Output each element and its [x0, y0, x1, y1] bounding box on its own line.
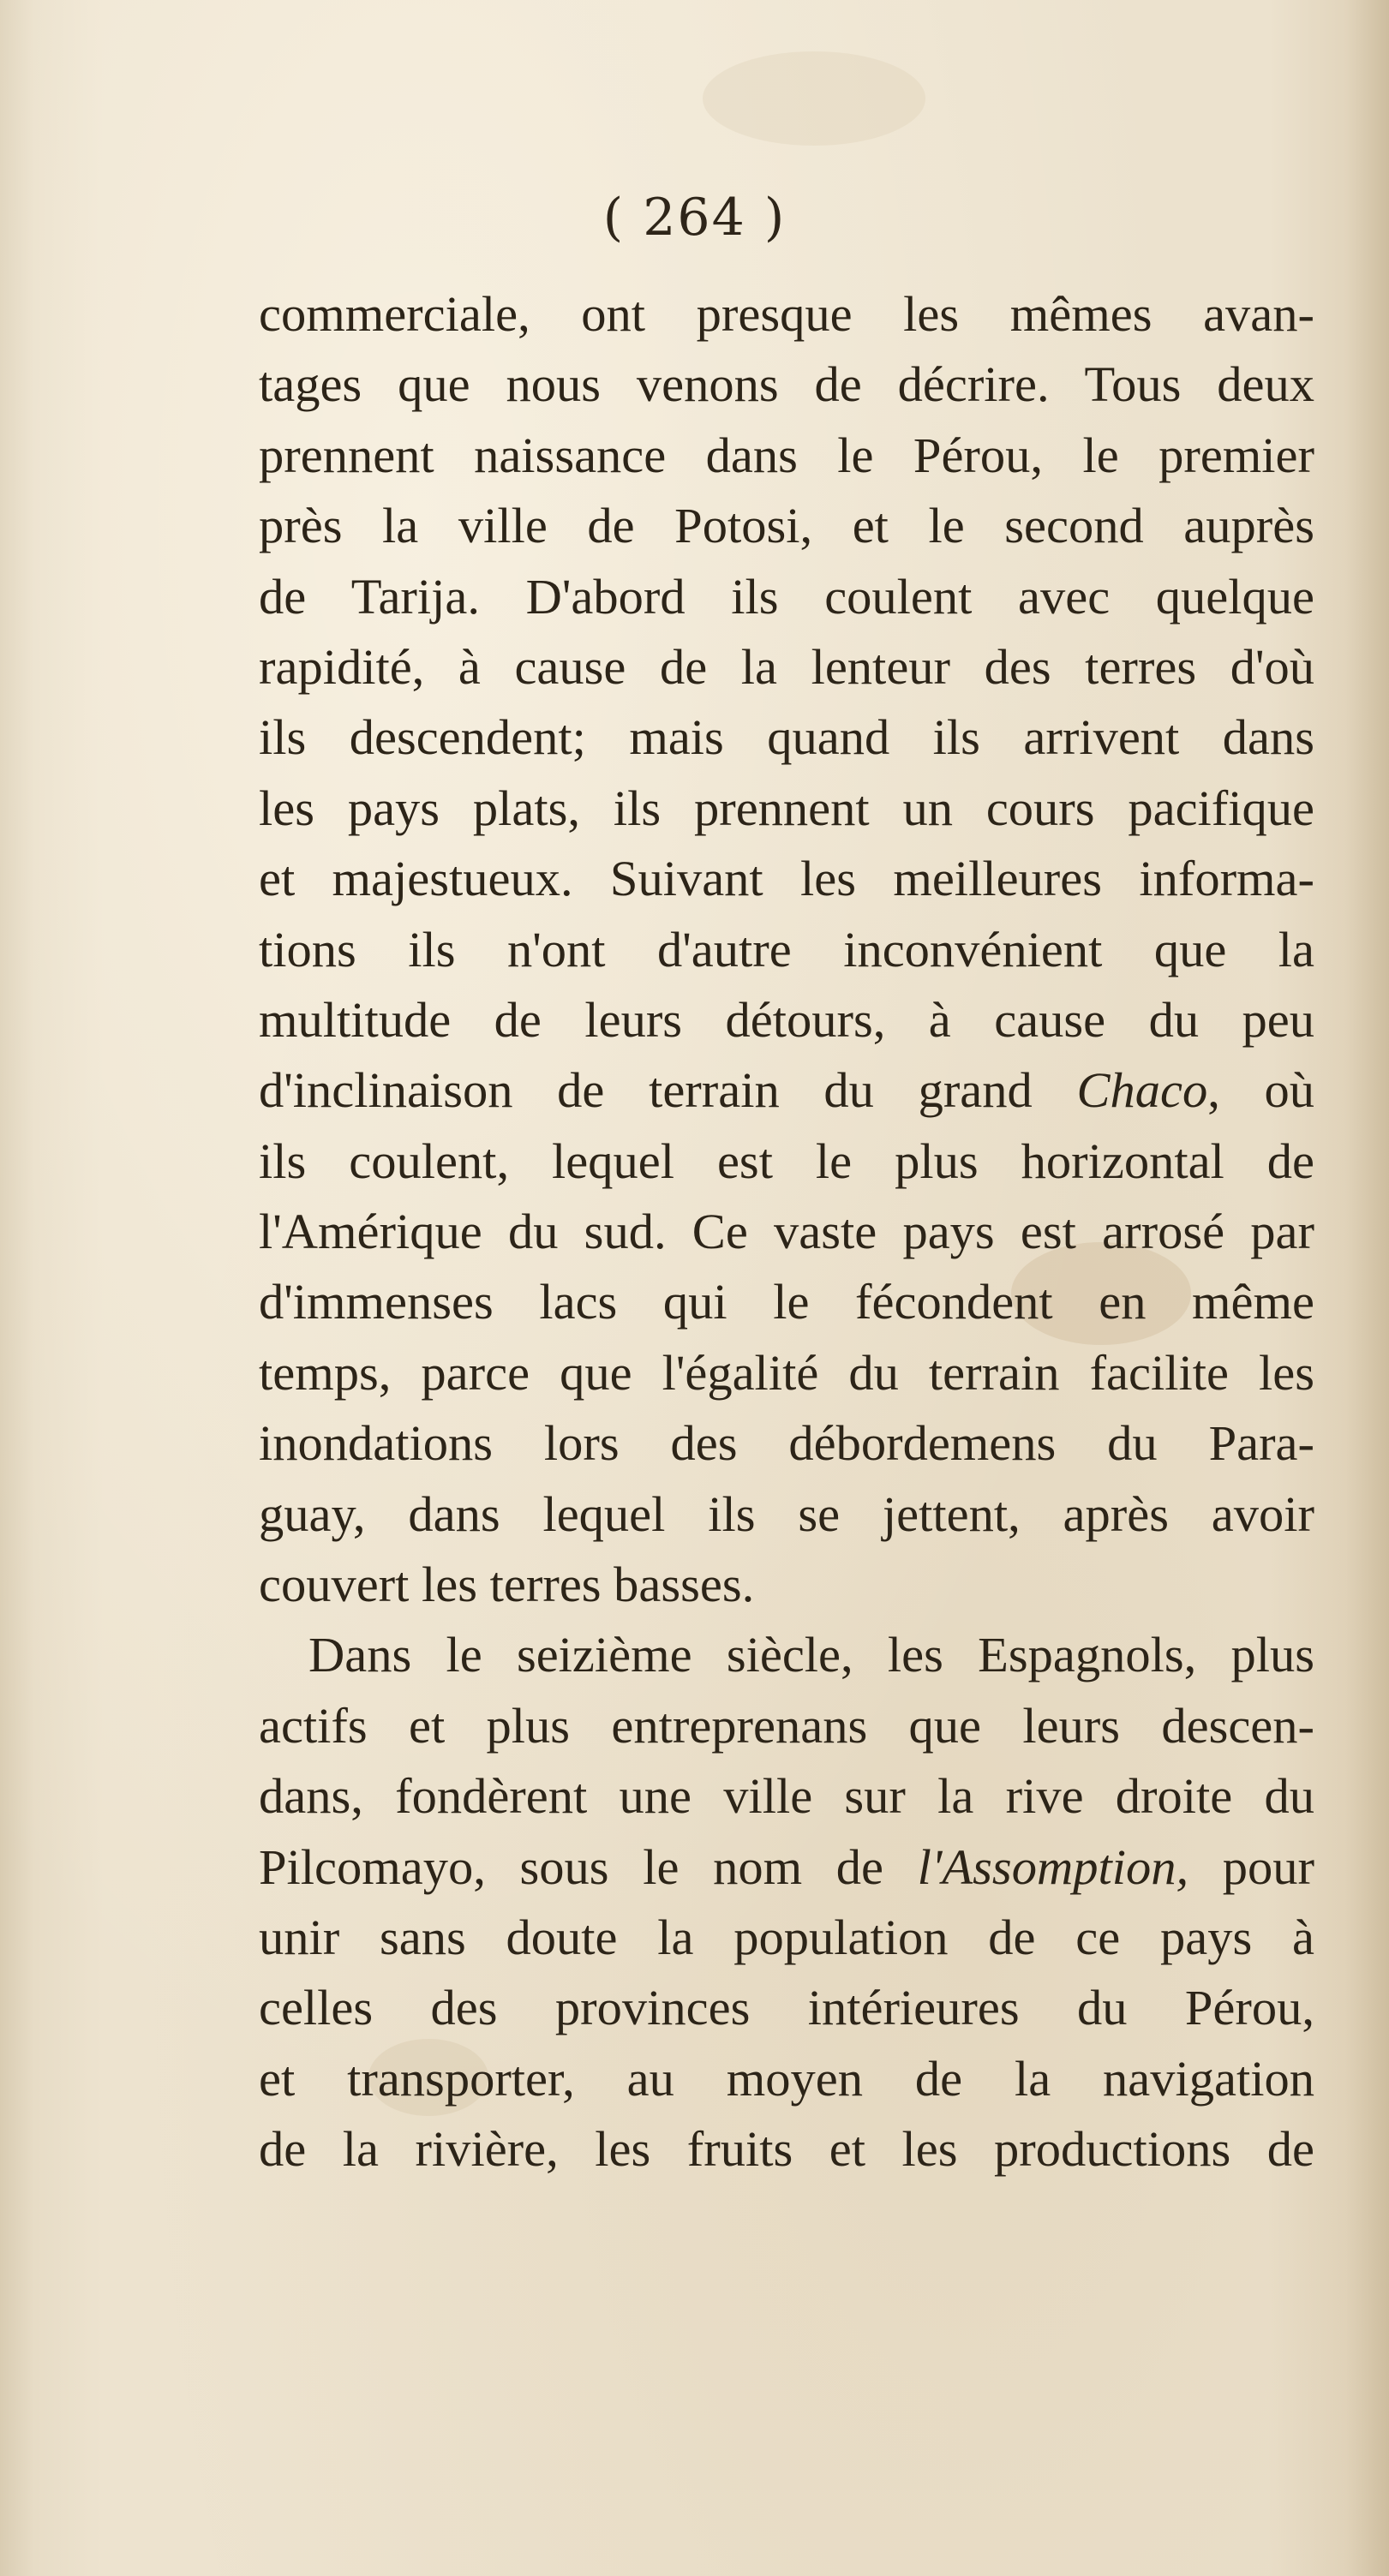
text-line: près la ville de Potosi, et le second auprès: [259, 498, 1314, 554]
text-line: multitude de leurs détours, à cause du peu: [259, 991, 1314, 1048]
text-line: celles des provinces intérieures du Pérou,: [259, 1980, 1314, 2036]
text-line: inondations lors des débordemens du Para-: [259, 1415, 1314, 1472]
italic-place-name: Chaco: [1076, 1062, 1208, 1119]
text-line: et majestueux. Suivant les meilleures informa-: [259, 851, 1314, 907]
text-line: l'Amérique du sud. Ce vaste pays est arrosé par: [259, 1204, 1314, 1260]
page-number: ( 264 ): [602, 188, 787, 248]
text-line: ils coulent, lequel est le plus horizontal de: [259, 1133, 1314, 1189]
text-line: tions ils n'ont d'autre inconvénient que la: [259, 921, 1314, 977]
text-line: de Tarija. D'abord ils coulent avec quelque: [259, 568, 1314, 625]
italic-place-name: l'Assomption,: [917, 1838, 1189, 1895]
text-line: dans, fondèrent une ville sur la rive droite du: [259, 1768, 1314, 1825]
paper-stain: [703, 51, 925, 146]
text-line: actifs et plus entreprenans que leurs descen-: [259, 1697, 1314, 1754]
text-line: commerciale, ont presque les mêmes avan-: [259, 286, 1314, 342]
text-line: d'inclinaison de terrain du grand Chaco, où: [259, 1062, 1314, 1119]
text-line: d'immenses lacs qui le fécondent en même: [259, 1274, 1314, 1330]
text-line: temps, parce que l'égalité du terrain facilite les: [259, 1344, 1314, 1401]
body-text: [259, 279, 1314, 2185]
text-line: Pilcomayo, sous le nom de l'Assomption, pour: [259, 1838, 1314, 1895]
text-line: et transporter, au moyen de la navigation: [259, 2050, 1314, 2107]
text-line: couvert les terres basses.: [259, 1557, 755, 1613]
paragraph-start-line: Dans le seizième siècle, les Espagnols, plus: [308, 1627, 1314, 1683]
text-line: ils descendent; mais quand ils arrivent dans: [259, 709, 1314, 766]
text-line: de la rivière, les fruits et les productions de: [259, 2121, 1314, 2178]
text-line: prennent naissance dans le Pérou, le premier: [259, 427, 1314, 483]
text-line: rapidité, à cause de la lenteur des terres d'où: [259, 638, 1314, 695]
text-line: unir sans doute la population de ce pays à: [259, 1909, 1314, 1965]
text-line: guay, dans lequel ils se jettent, après avoir: [259, 1485, 1314, 1542]
text-line: les pays plats, ils prennent un cours pacifique: [259, 780, 1314, 836]
text-line: tages que nous venons de décrire. Tous deux: [259, 356, 1314, 413]
